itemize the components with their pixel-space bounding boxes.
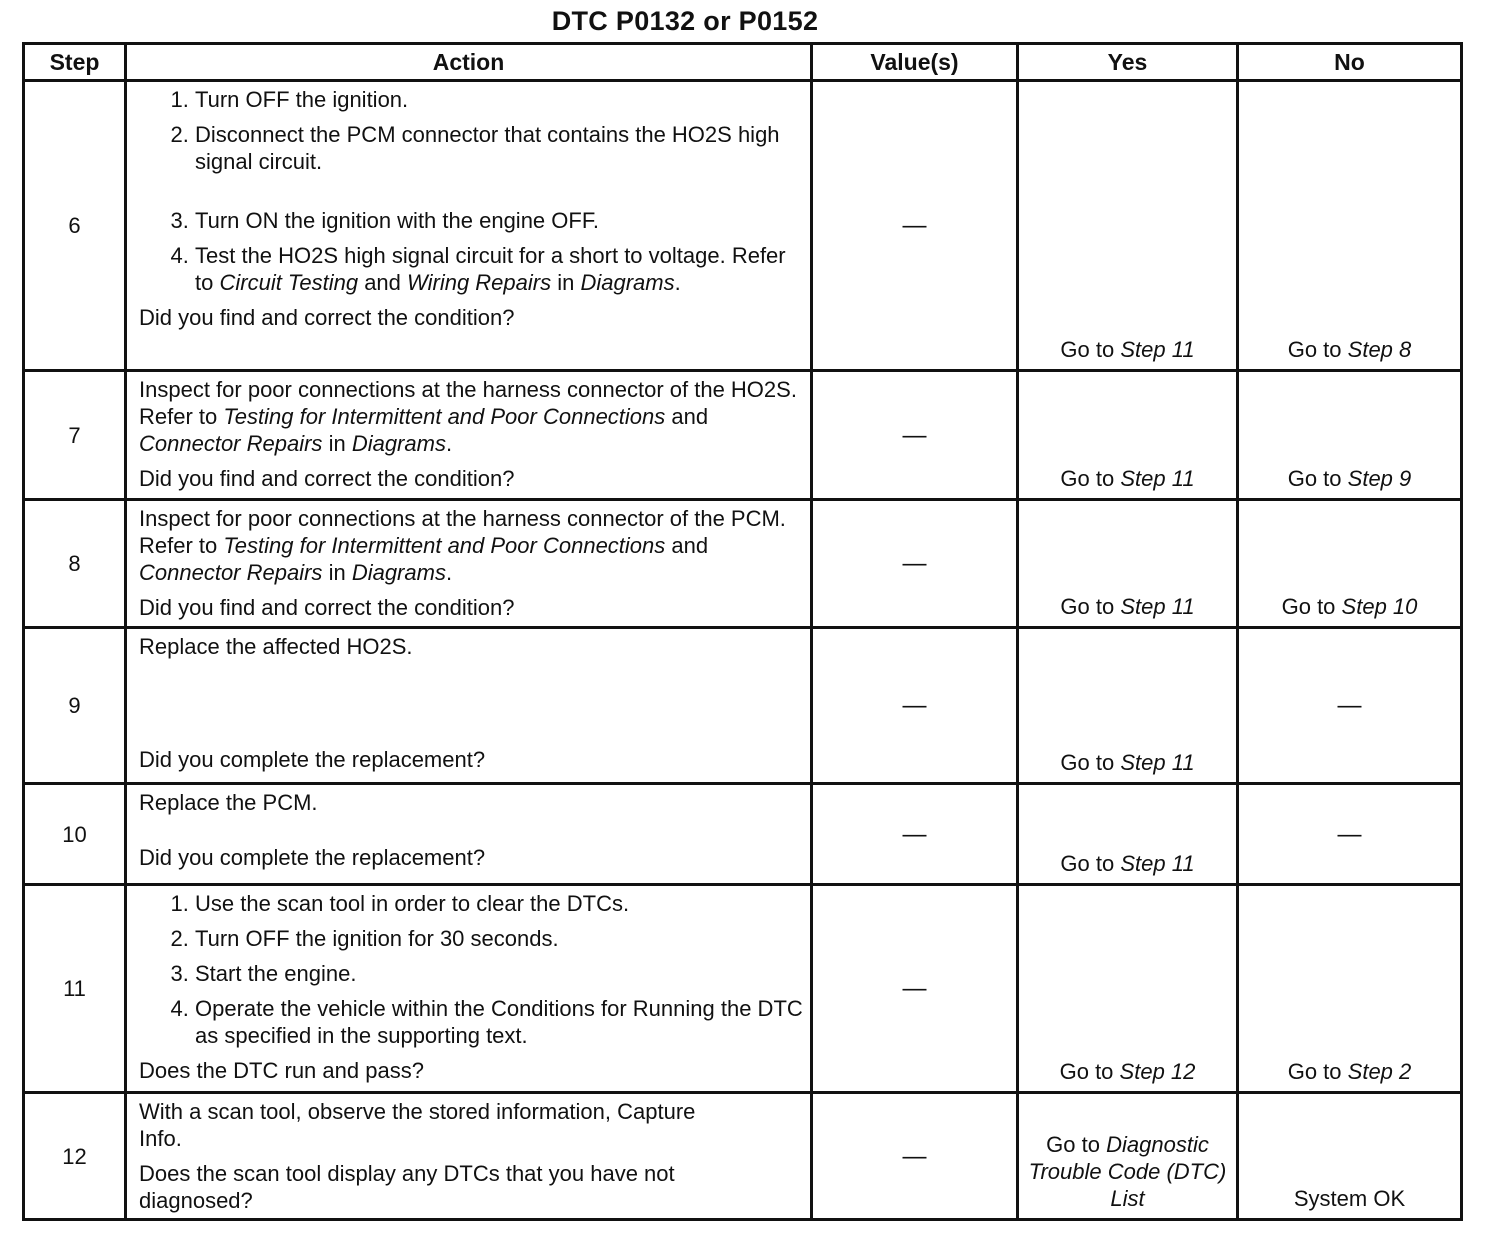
list-item: 2. Turn OFF the ignition for 30 seconds.: [195, 925, 804, 952]
yes-cell: Go to Step 11: [1018, 628, 1238, 784]
action-question: Did you find and correct the condition?: [139, 595, 515, 620]
action-list: [139, 890, 804, 1049]
header-row: [24, 44, 1462, 81]
action-list: [139, 86, 804, 296]
list-item: 4. Operate the vehicle within the Conditions for Running the DTC as specified in the supporting text.: [195, 995, 804, 1049]
value-cell: —: [812, 628, 1018, 784]
action-question: Did you complete the replacement?: [139, 747, 486, 772]
action-question: Does the scan tool display any DTCs that you have not diagnosed?: [139, 1161, 675, 1213]
no-cell: Go to Step 9: [1238, 371, 1462, 500]
yes-cell: Go to Step 11: [1018, 371, 1238, 500]
list-item: 2. Disconnect the PCM connector that contains the HO2S high signal circuit.: [195, 121, 804, 175]
yes-cell: Go to Step 11: [1018, 500, 1238, 628]
value-cell: —: [812, 500, 1018, 628]
header-action: Action: [126, 44, 812, 81]
table-row-step-11: [24, 885, 1462, 1093]
table-row-step-12: [24, 1093, 1462, 1220]
no-cell: Go to Step 8: [1238, 81, 1462, 371]
action-question: Does the DTC run and pass?: [139, 1058, 424, 1083]
page-title: DTC P0132 or P0152: [551, 6, 819, 36]
value-cell: —: [812, 81, 1018, 371]
action-text: Inspect for poor connections at the harness connector of the PCM. Refer to Testing for Intermittent and Poor Connections and Connector Repairs in Diagrams.: [139, 506, 786, 585]
header-values: Value(s): [812, 44, 1018, 81]
header-no: No: [1238, 44, 1462, 81]
list-item: 3. Start the engine.: [195, 960, 804, 987]
step-number: 11: [24, 885, 126, 1093]
step-number: 10: [24, 784, 126, 885]
action-question: Did you complete the replacement?: [139, 845, 486, 870]
list-item: 1. Turn OFF the ignition.: [195, 86, 804, 113]
table-row-step-7: [24, 371, 1462, 500]
table-row-step-10: [24, 784, 1462, 885]
value-cell: —: [812, 1093, 1018, 1220]
table-row-step-8: [24, 500, 1462, 628]
action-text: With a scan tool, observe the stored information, Capture Info.: [139, 1099, 696, 1151]
yes-cell: Go to Diagnostic Trouble Code (DTC) List: [1018, 1093, 1238, 1220]
action-cell: [126, 628, 812, 784]
step-number: 6: [24, 81, 126, 371]
no-cell: Go to Step 2: [1238, 885, 1462, 1093]
action-cell: [126, 784, 812, 885]
step-number: 9: [24, 628, 126, 784]
header-step: Step: [24, 44, 126, 81]
diagnostic-table: [22, 42, 1463, 1221]
list-item: 4. Test the HO2S high signal circuit for a short to voltage. Refer to Circuit Testing and Wiring Repairs in Diagrams.: [195, 242, 804, 296]
list-item: 3. Turn ON the ignition with the engine OFF.: [195, 207, 804, 234]
action-cell: [126, 885, 812, 1093]
action-cell: [126, 1093, 812, 1220]
step-number: 7: [24, 371, 126, 500]
action-question: Did you find and correct the condition?: [139, 305, 515, 330]
yes-cell: Go to Step 11: [1018, 81, 1238, 371]
no-cell: System OK: [1238, 1093, 1462, 1220]
no-cell: —: [1238, 628, 1462, 784]
table-row-step-6: [24, 81, 1462, 371]
table-row-step-9: [24, 628, 1462, 784]
action-text: Replace the affected HO2S.: [139, 634, 413, 659]
value-cell: —: [812, 784, 1018, 885]
action-cell: [126, 81, 812, 371]
no-cell: Go to Step 10: [1238, 500, 1462, 628]
action-text: Replace the PCM.: [139, 790, 318, 815]
header-yes: Yes: [1018, 44, 1238, 81]
yes-cell: Go to Step 12: [1018, 885, 1238, 1093]
step-number: 12: [24, 1093, 126, 1220]
action-cell: [126, 371, 812, 500]
action-question: Did you find and correct the condition?: [139, 466, 515, 491]
no-cell: —: [1238, 784, 1462, 885]
value-cell: —: [812, 371, 1018, 500]
action-text: Inspect for poor connections at the harness connector of the HO2S. Refer to Testing for Intermittent and Poor Connections and Connector Repairs in Diagrams.: [139, 377, 797, 456]
value-cell: —: [812, 885, 1018, 1093]
yes-cell: Go to Step 11: [1018, 784, 1238, 885]
step-number: 8: [24, 500, 126, 628]
action-cell: [126, 500, 812, 628]
list-item: 1. Use the scan tool in order to clear the DTCs.: [195, 890, 804, 917]
